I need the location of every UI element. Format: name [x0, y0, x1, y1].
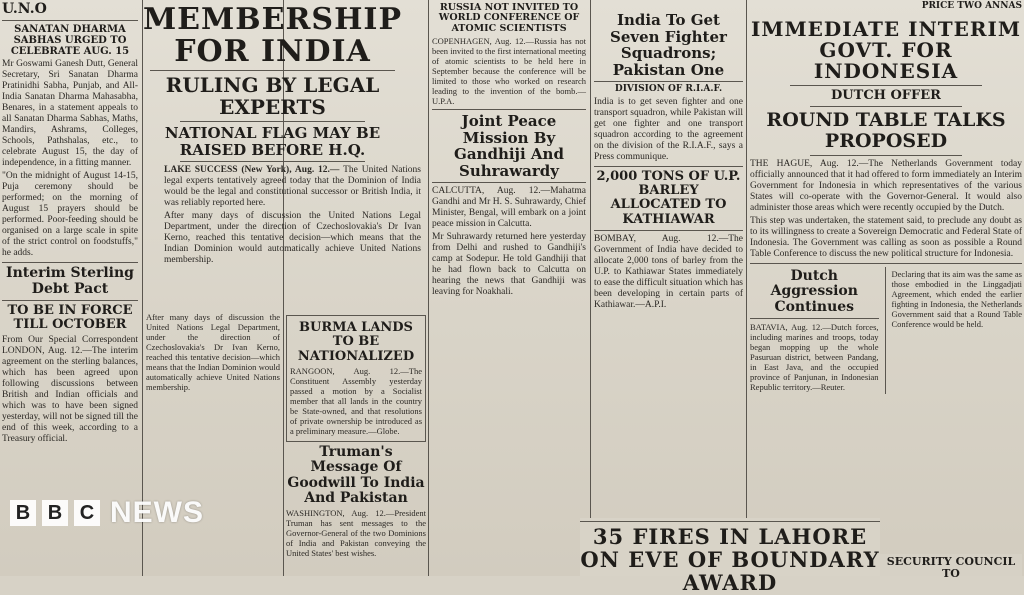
article-text: BATAVIA, Aug. 12.—Dutch forces, including marines and troops, today began mopping up the whole Pasuruan district, between Pandang, in East Java, and the occupied province of Panjunan, in Indonesian Republic territory.—Reuter.	[750, 322, 879, 393]
divider	[810, 155, 962, 156]
divider	[594, 166, 743, 167]
column-5	[750, 0, 1022, 576]
article-text-body: The United Nations legal experts tentatively agreed today that the Dominion of India would be the legal and constitutional successor or British India, it was reliably reported here.	[164, 165, 421, 208]
headline-round-table: ROUND TABLE TALKS PROPOSED	[766, 109, 1006, 153]
divider	[750, 263, 1022, 264]
article-text: India is to get seven fighter and one transport squadron, while Pakistan will get one fighter and one transport squadron according to the agreement on the division of the R.I.A.F., says a Press communique.	[594, 96, 743, 162]
article-text: Mr Suhrawardy returned here yesterday from Delhi and rushed to Gandhiji's camp at Sodepur. He told Gandhiji that he had flown back to Calcutta on hearing the news that Gandhiji was leaving for Noakhali.	[432, 232, 586, 298]
headline-peace-mission: Joint Peace Mission By Gandhiji And Suhrawardy	[454, 112, 564, 180]
article-text: BOMBAY, Aug. 12.—The Government of India have decided to allocate 2,000 tons of barley from the U.P. to Kathiawar States immediately to ease the difficult situation which has been developing in certain parts of Kathiawar.—A.P.I.	[594, 234, 743, 311]
divider	[2, 262, 138, 263]
column-rule	[746, 0, 747, 576]
column-4	[594, 0, 743, 576]
divider	[2, 20, 138, 21]
bbc-logo-block: C	[74, 500, 100, 526]
article-text: "On the midnight of August 14-15, Puja ceremony should be performed; on the morning of August 15 prayers should be performed. Poor-feeding should be organised on a large scale in spite of the strict control on foodstuffs," he adds.	[2, 171, 138, 259]
column-1	[2, 0, 138, 576]
dutch-aggression-story	[750, 267, 879, 394]
column-rule	[885, 267, 886, 394]
divider	[432, 182, 586, 183]
column-2-lower	[286, 312, 426, 576]
article-text: After many days of discussion the United Nations Legal Department, under the direction of Czechoslovakia's Dr Ivan Kerno, reached this tentative decision—which means that the Indian Dominion would automatically achieve United Nations membership.	[146, 312, 280, 392]
article-text: After many days of discussion the United Nations Legal Department, under the direction of Czechoslovakia's Dr Ivan Kerno, reached this tentative decision—which means that the Indian Dominion would automatically achieve United Nations membership.	[164, 211, 421, 265]
headline-barley: 2,000 TONS OF U.P. BARLEY ALLOCATED TO KATHIAWAR	[596, 168, 741, 227]
headline-legal-experts: RULING BY LEGAL EXPERTS	[165, 73, 380, 119]
article-text	[120, 165, 425, 209]
headline-russia: RUSSIA NOT INVITED TO WORLD CONFERENCE OF ATOMIC SCIENTISTS	[438, 2, 580, 34]
divider	[180, 121, 365, 122]
news-wordmark: NEWS	[110, 496, 204, 529]
headline-national-flag: NATIONAL FLAG MAY BE RAISED BEFORE H.Q.	[164, 124, 381, 159]
column-3	[432, 0, 586, 576]
headline-sanatan: SANATAN DHARMA SABHAS URGED TO CELEBRATE AUG. 15	[10, 24, 130, 58]
headline-lahore-fires: 35 FIRES IN LAHORE ON EVE OF BOUNDARY AWARD	[580, 524, 880, 595]
subheadline-october: TO BE IN FORCE TILL OCTOBER	[7, 303, 133, 333]
dateline: LAKE SUCCESS (New York), Aug. 12.—	[164, 165, 340, 175]
bbc-news-watermark	[10, 496, 204, 530]
divider	[594, 230, 743, 231]
price-label: PRICE TWO ANNAS	[921, 1, 1022, 11]
article-text: Mr Goswami Ganesh Dutt, General Secretary, Sri Sanatan Dharma Pratinidhi Sabha, Punjab, and All-India Sanatan Dharma Mahasabha, Benares, in a statement appeals to all Sanatan Dharma Sabhas, Maths, Mandirs, Ashrams, Colleges, Schools, Pathshalas, etc., to celebrate August 15, the day of independence, in a fitting manner.	[2, 59, 138, 169]
divider	[180, 161, 365, 162]
subheadline-riaf: DIVISION OF R.I.A.F.	[614, 84, 723, 94]
masthead-fragment: U.N.O	[2, 1, 47, 17]
divider	[2, 300, 138, 301]
headline-indonesia: IMMEDIATE INTERIM GOVT. FOR INDONESIA	[751, 17, 1021, 83]
lower-columns	[750, 267, 1022, 394]
divider	[750, 318, 879, 319]
bbc-logo-block: B	[10, 500, 36, 526]
column-rule	[590, 0, 591, 576]
column-2-left	[146, 310, 280, 576]
column-rule	[428, 0, 429, 576]
divider	[150, 70, 395, 71]
burma-box	[286, 315, 426, 442]
headline-squadrons: India To Get Seven Fighter Squadrons; Pakistan One	[610, 11, 727, 79]
headline-truman: Truman's Message Of Goodwill To India And Pakistan	[287, 443, 425, 507]
article-text: COPENHAGEN, Aug. 12.—Russia has not been invited to the first international meeting of atomic scientists to be held here in September because the conference will be limited to those who worked on research leading to the invention of the bomb.—U.P.A.	[432, 36, 586, 107]
headline-sterling: Interim Sterling Debt Pact	[6, 265, 134, 297]
headline-membership: MEMBERSHIP FOR INDIA	[142, 2, 403, 69]
divider	[790, 85, 982, 86]
article-text: WASHINGTON, Aug. 12.—President Truman has sent messages to the Governor-General of the two Dominions of India and Pakistan conveying the United States' best wishes.	[286, 508, 426, 559]
article-text: CALCUTTA, Aug. 12.—Mahatma Gandhi and Mr H. S. Suhrawardy, Chief Minister, Bengal, will embark on a joint peace mission in Calcutta.	[432, 186, 586, 230]
divider	[432, 109, 586, 110]
article-text: From Our Special Correspondent LONDON, Aug. 12.—The interim agreement on the sterling balances, which has been agreed upon following discussions between British and Indian officials and which was to have been signed yesterday, will not be signed till the end of this week, according to a Treasury official.	[2, 334, 138, 444]
headline-dutch-aggression: Dutch Aggression Continues	[770, 268, 858, 315]
divider	[594, 81, 743, 82]
headline-security-council: SECURITY COUNCIL TO	[886, 555, 1016, 581]
divider	[810, 106, 962, 107]
article-text: Declaring that its aim was the same as those embodied in the Linggadjati Agreement, which ended the earlier fighting in Indonesia, the Netherlands Government said that a Round Table Conference would be held.	[891, 269, 1022, 330]
subheadline-dutch-offer: DUTCH OFFER	[831, 88, 941, 103]
article-text: RANGOON, Aug. 12.—The Constituent Assembly yesterday passed a motion by a Socialist member that all lands in the country be State-owned, and that resolutions of private ownership be introduced as a preliminary measure.—Globe.	[290, 365, 422, 436]
article-text: THE HAGUE, Aug. 12.—The Netherlands Government today officially announced that it had offered to form immediately an Interim Government for Indonesia in which representatives of the various States will co-operate with the Governor-General. It would also administer those areas which were recently occupied by the Dutch.	[750, 159, 1022, 214]
headline-burma: BURMA LANDS TO BE NATIONALIZED	[297, 320, 415, 364]
footer-teaser	[880, 554, 1022, 581]
linggadjati-story	[892, 267, 1023, 394]
bbc-logo-block: B	[42, 500, 68, 526]
article-text: This step was undertaken, the statement said, to preclude any doubt as to its willingness to create a Sovereign Democratic and Federal State of Indonesia. The Government was calling as soon as possible a Round Table Conference to discuss the new political structure for Indonesia.	[750, 216, 1022, 260]
